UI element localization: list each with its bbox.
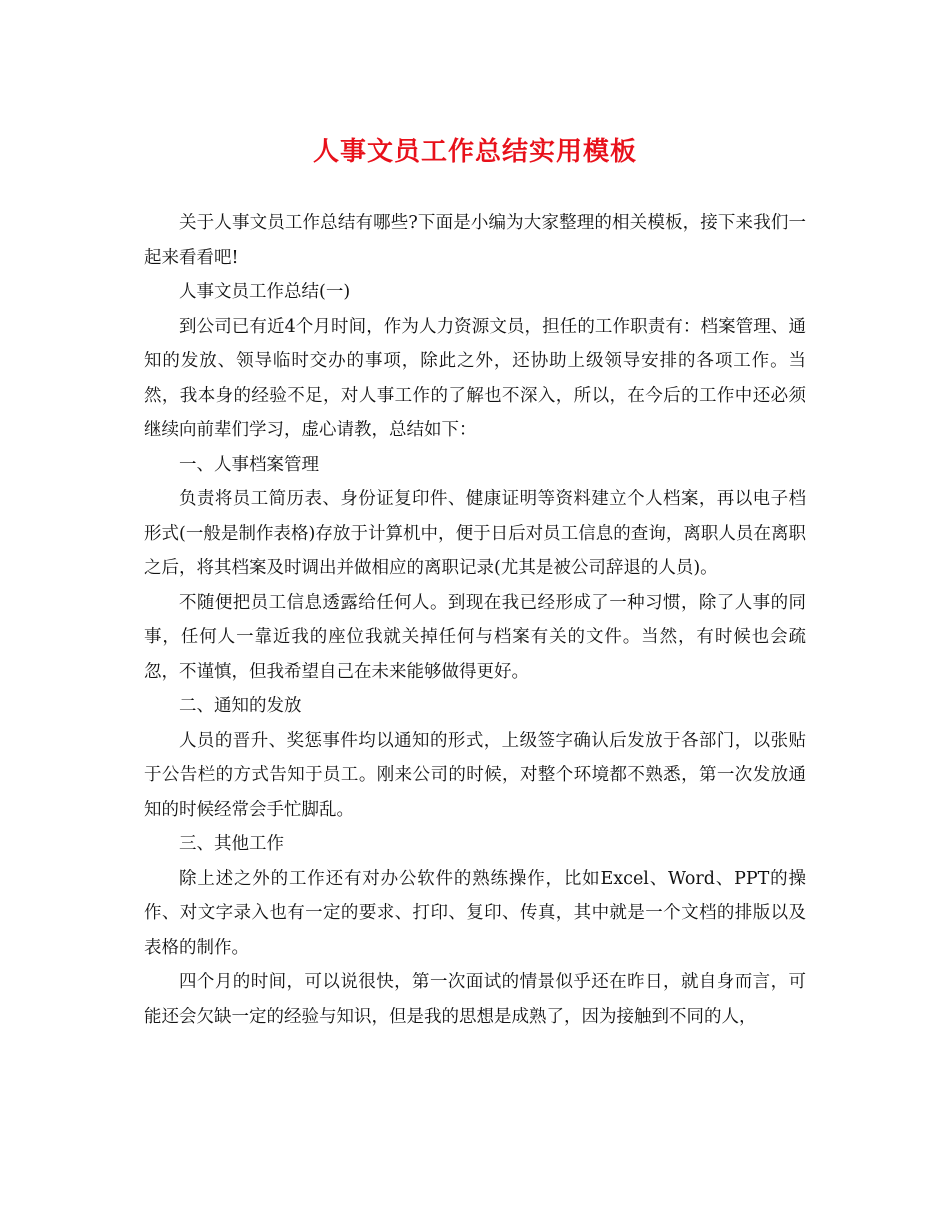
section-heading-archives: 一、人事档案管理 bbox=[179, 454, 319, 475]
section-heading-summary-one: 人事文员工作总结(一) bbox=[179, 282, 351, 302]
paragraph-intro: 关于人事文员工作总结有哪些?下面是小编为大家整理的相关模板，接下来我们一起来看看吧! bbox=[144, 213, 806, 268]
document-title: 人事文员工作总结实用模板 bbox=[312, 137, 637, 167]
paragraph-confidentiality: 不随便把员工信息透露给任何人。到现在我已经形成了一种习惯，除了人事的同事，任何人一靠近我的座位我就关掉任何与档案有关的文件。当然，有时候也会疏忽，不谨慎，但我希望自己在未来能够做得更好。 bbox=[144, 592, 806, 682]
document-body bbox=[144, 206, 806, 1034]
paragraph-notices: 人员的晋升、奖惩事件均以通知的形式，上级签字确认后发放于各部门，以张贴于公告栏的方式告知于员工。刚来公司的时候，对整个环境都不熟悉，第一次发放通知的时候经常会手忙脚乱。 bbox=[144, 730, 806, 820]
paragraph-other-work: 除上述之外的工作还有对办公软件的熟练操作，比如Excel、Word、PPT的操作、对文字录入也有一定的要求、打印、复印、传真，其中就是一个文档的排版以及表格的制作。 bbox=[144, 868, 806, 958]
section-heading-notices: 二、通知的发放 bbox=[179, 696, 302, 716]
paragraph-archives: 负责将员工简历表、身份证复印件、健康证明等资料建立个人档案，再以电子档形式(一般是制作表格)存放于计算机中，便于日后对员工信息的查询，离职人员在离职之后，将其档案及时调出并做相应的离职记录(尤其是被公司辞退的人员)。 bbox=[144, 489, 806, 578]
paragraph-duties: 到公司已有近4个月时间，作为人力资源文员，担任的工作职责有：档案管理、通知的发放、领导临时交办的事项，除此之外，还协助上级领导安排的各项工作。当然，我本身的经验不足，对人事工作的了解也不深入，所以，在今后的工作中还必须继续向前辈们学习，虚心请教，总结如下： bbox=[144, 316, 806, 440]
paragraph-reflection: 四个月的时间，可以说很快，第一次面试的情景似乎还在昨日，就自身而言，可能还会欠缺一定的经验与知识，但是我的思想是成熟了，因为接触到不同的人， bbox=[144, 972, 806, 1027]
section-heading-other-work: 三、其他工作 bbox=[179, 834, 284, 854]
